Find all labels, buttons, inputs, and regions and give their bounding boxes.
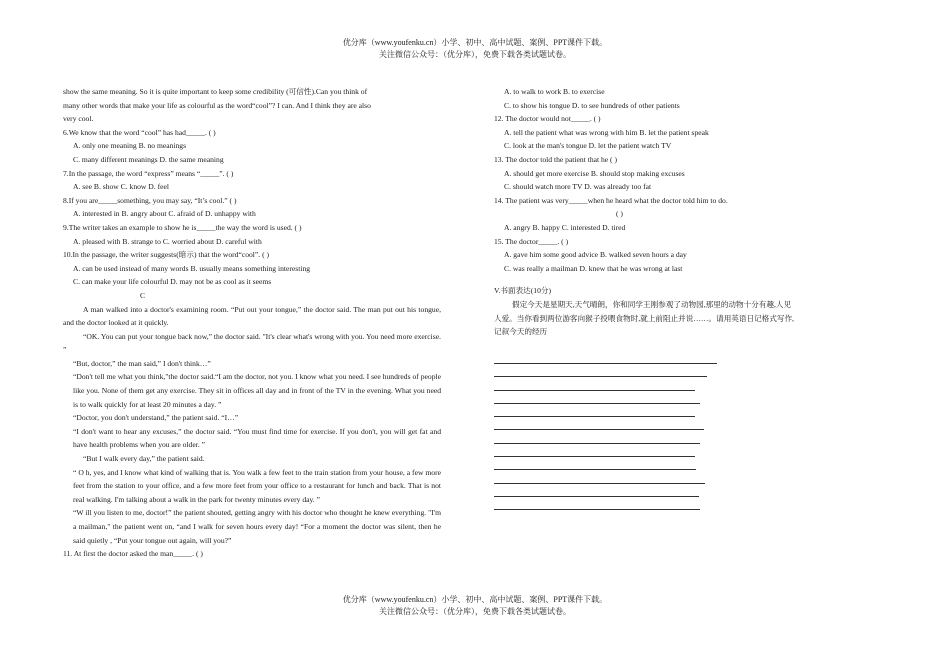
page-header bbox=[0, 37, 950, 61]
writing-area[interactable] bbox=[494, 345, 794, 511]
writing-line[interactable] bbox=[494, 497, 700, 510]
writing-line[interactable] bbox=[494, 470, 705, 483]
question-15-options: A. gave him some good advice B. walked seven hours a day bbox=[504, 250, 687, 260]
question-10-options: A. can be used instead of many words B. usually means something interesting bbox=[73, 263, 311, 273]
header-line-1: 优分库（www.youfenku.cn）小学、初中、高中试题、案例、PPT课件下载。 bbox=[342, 38, 608, 47]
question-11-options: A. to walk to work B. to exercise bbox=[504, 87, 605, 96]
passage-paragraph: “But, doctor,” the man said,” I don't think…” bbox=[73, 358, 211, 368]
question-13-options: C. should watch more TV D. was already too fat bbox=[504, 182, 652, 192]
right-column bbox=[494, 85, 794, 510]
passage-paragraph: “I don't want to hear any excuses,” the doctor said. “You must find time for exercise. If you don't, you will get fat and have health problems when you are older. ” bbox=[73, 426, 441, 450]
question-8-options: A. interested in B. angry about C. afraid of D. unhappy with bbox=[73, 209, 256, 219]
question-13-options: A. should get more exercise B. should stop making excuses bbox=[504, 168, 685, 178]
section-v-heading: V.书面表达(10分) bbox=[494, 286, 552, 296]
question-9-stem: 9.The writer takes an example to show he is_____the way the word is used. ( ) bbox=[63, 222, 302, 232]
passage-paragraph: “But I walk every day,” the patient said. bbox=[83, 454, 205, 464]
intro-line: many other words that make your life as colourful as the word“cool”? I can. And I think they are also bbox=[63, 100, 371, 110]
question-12-options: C. look at the man's tongue D. let the patient watch TV bbox=[504, 141, 672, 151]
writing-line[interactable] bbox=[494, 457, 696, 470]
writing-line[interactable] bbox=[494, 404, 695, 417]
writing-line[interactable] bbox=[494, 351, 717, 364]
passage-paragraph: “W ill you listen to me, doctor!” the patient shouted, getting angry with his doctor who thought he knew everything. "I'm a mailman," the patient went on, “and I walk for seven hours every day! “For a moment the doctor was silent, then he said quietly , “Put your tongue out again, will you?” bbox=[73, 508, 441, 545]
question-13-stem: 13. The doctor told the patient that he ( ) bbox=[494, 154, 618, 164]
intro-line: very cool. bbox=[63, 114, 94, 124]
question-9-options: A. pleased with B. strange to C. worried about D. careful with bbox=[73, 236, 262, 246]
passage-paragraph: “Doctor, you don't understand,” the patient said. “I…” bbox=[73, 413, 239, 423]
writing-line[interactable] bbox=[494, 377, 695, 390]
passage-paragraph: “Don't tell me what you think,"the doctor said.“I am the doctor, not you. I know what you need. I see hundreds of people like you. None of them get any exercise. They sit in offices all day and in front of the TV in the evening. What you need is to walk quickly for at least 20 minutes a day. ” bbox=[73, 372, 441, 409]
question-10-options: C. can make your life colourful D. may not be as cool as it seems bbox=[73, 277, 272, 287]
writing-line[interactable] bbox=[494, 364, 707, 377]
footer-line-2: 关注微信公众号：（优分库），免费下载各类试题试卷。 bbox=[379, 607, 571, 616]
question-8-stem: 8.If you are_____something, you may say, “It’s cool.” ( ) bbox=[63, 195, 237, 205]
passage-paragraph: “OK. You can put your tongue back now,” the doctor said. "It's clear what's wrong with you. You need more exercise. ” bbox=[63, 331, 441, 355]
question-6-options: C. many different meanings D. the same meaning bbox=[73, 154, 224, 164]
question-12-stem: 12. The doctor would not_____. ( ) bbox=[494, 114, 601, 124]
question-6-stem: 6.We know that the word “cool” has had_____. ( ) bbox=[63, 127, 216, 137]
writing-line[interactable] bbox=[494, 417, 704, 430]
question-12-options: A. tell the patient what was wrong with him B. let the patient speak bbox=[504, 127, 709, 137]
passage-paragraph: A man walked into a doctor's examining room. “Put out your tongue,” the doctor said. The man put out his tongue, and the doctor looked at it quickly. bbox=[63, 304, 441, 328]
question-7-stem: 7.In the passage, the word “express” means “_____”. ( ) bbox=[63, 168, 234, 178]
left-column bbox=[63, 85, 441, 561]
writing-task-prompt: 假定今天是星期天,天气晴朗，你和同学王刚参观了动物园,那里的动物十分有趣,人见人爱。当你看到两位游客向猴子投喂食物时,就上前阻止并说……。请用英语日记格式写作,记叙今天的经历 bbox=[494, 299, 794, 337]
question-14-stem: 14. The patient was very_____when he heard what the doctor told him to do. bbox=[494, 195, 728, 205]
passage-paragraph: “ O h, yes, and I know what kind of walking that is. You walk a few feet to the train station from your house, a few more feet from the station to your office, and a few more feet from your office to a restaurant for lunch and back. That is not real walking. I'm talking about a walk in the park for twenty minutes every day. ” bbox=[73, 467, 441, 504]
question-15-options: C. was really a mailman D. knew that he was wrong at last bbox=[504, 263, 683, 273]
section-c-heading: C bbox=[140, 290, 146, 300]
header-line-2: 关注微信公众号：（优分库），免费下载各类试题试卷。 bbox=[379, 50, 571, 59]
page-footer bbox=[0, 594, 950, 618]
question-11-stem: 11. At first the doctor asked the man_____. ( ) bbox=[63, 549, 203, 559]
question-7-options: A. see B. show C. know D. feel bbox=[73, 182, 169, 192]
writing-line[interactable] bbox=[494, 391, 700, 404]
question-10-stem: 10.In the passage, the writer suggests(暗示) that the word“cool”. ( ) bbox=[63, 250, 270, 260]
question-14-options: A. angry B. happy C. interested D. tired bbox=[504, 222, 626, 232]
footer-line-1: 优分库（www.youfenku.cn）小学、初中、高中试题、案例、PPT课件下载。 bbox=[342, 595, 608, 604]
writing-line[interactable] bbox=[494, 484, 699, 497]
question-15-stem: 15. The doctor_____. ( ) bbox=[494, 236, 569, 246]
question-6-options: A. only one meaning B. no meanings bbox=[73, 141, 187, 151]
intro-line: show the same meaning. So it is quite important to keep some credibility (可信性).Can you think of bbox=[63, 87, 368, 96]
writing-line[interactable] bbox=[494, 444, 695, 457]
question-14-bracket: ( ) bbox=[616, 209, 623, 219]
question-11-options: C. to show his tongue D. to see hundreds of other patients bbox=[504, 100, 680, 110]
writing-line[interactable] bbox=[494, 430, 700, 443]
